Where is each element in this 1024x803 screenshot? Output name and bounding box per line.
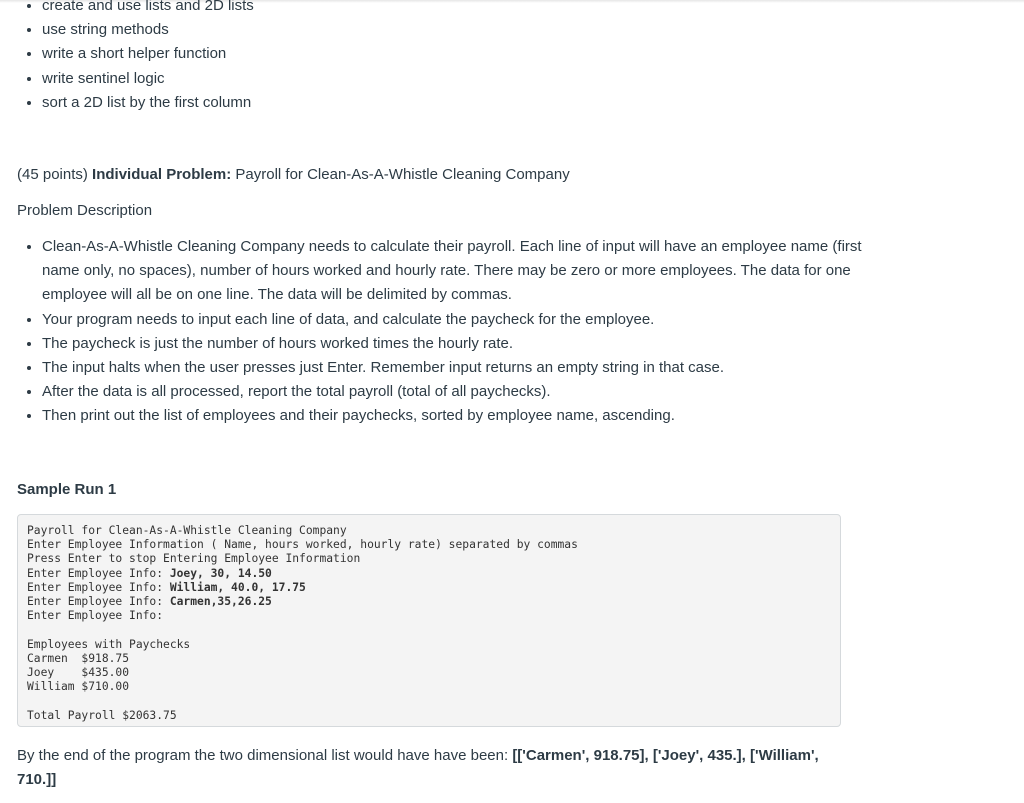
code-line: Press Enter to stop Entering Employee Information (27, 552, 361, 566)
code-prompt: Enter Employee Info: (27, 566, 170, 580)
final-text: By the end of the program the two dimensional list would have have been: (17, 747, 513, 764)
code-line: Enter Employee Information ( Name, hours worked, hourly rate) separated by commas (27, 538, 578, 552)
list-item: • create and use lists and 2D lists (42, 0, 254, 18)
code-line: Joey $435.00 (27, 666, 130, 680)
list-item: • Your program needs to input each line of data, and calculate the paycheck for the employee. (42, 308, 902, 332)
code-prompt: Enter Employee Info: (27, 595, 170, 609)
sample-heading: Sample Run 1 (17, 481, 117, 498)
code-line: Carmen $918.75 (27, 651, 130, 665)
list-item: • After the data is all processed, report the total payroll (total of all paychecks). (42, 380, 902, 404)
description-heading: Problem Description (17, 202, 153, 219)
code-line: William $710.00 (27, 680, 130, 694)
code-prompt: Enter Employee Info: (27, 580, 170, 594)
problem-label: Individual Problem: (92, 166, 232, 183)
description-list (0, 235, 902, 429)
list-item: • Clean-As-A-Whistle Cleaning Company needs to calculate their payroll. Each line of input will have an employee name (first name only, no spaces), number of hours worked and hourly rate. There may be zero or more employees. The data for one employee will all be on one line. The data will be delimited by commas. (42, 235, 902, 308)
code-prompt: Enter Employee Info: (27, 609, 170, 623)
problem-title (17, 163, 570, 187)
code-input: Joey, 30, 14.50 (169, 566, 272, 580)
code-input: Carmen,35,26.25 (169, 595, 272, 609)
goals-list (0, 0, 254, 115)
code-input: William, 40.0, 17.75 (169, 580, 306, 594)
list-item: • The input halts when the user presses just Enter. Remember input returns an empty string in that case. (42, 356, 902, 380)
list-item: • write a short helper function (42, 42, 254, 66)
list-item: • Then print out the list of employees and their paychecks, sorted by employee name, ascending. (42, 404, 902, 428)
code-line: Employees with Paychecks (27, 637, 191, 651)
list-item: • sort a 2D list by the first column (42, 91, 254, 115)
list-item: • write sentinel logic (42, 67, 254, 91)
final-list: [['Carmen', 918.75], ['Joey', 435.], ['William', 710.]] (17, 747, 819, 788)
sample-run-code (17, 514, 841, 727)
list-item: • The paycheck is just the number of hours worked times the hourly rate. (42, 332, 902, 356)
list-item: • use string methods (42, 18, 254, 42)
points: (45 points) (17, 166, 88, 183)
problem-name: Payroll for Clean-As-A-Whistle Cleaning Company (235, 166, 570, 183)
code-line: Total Payroll $2063.75 (27, 708, 177, 722)
code-line: Payroll for Clean-As-A-Whistle Cleaning Company (27, 524, 347, 537)
final-note (17, 744, 857, 792)
